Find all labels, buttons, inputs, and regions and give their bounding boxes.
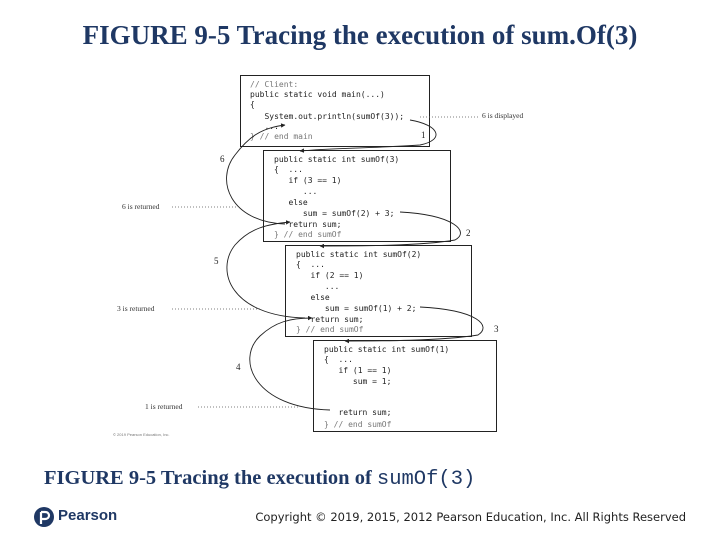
step-number-3: 3 (494, 324, 499, 334)
f1-line-1: public static int sumOf(3) (274, 155, 400, 164)
f3-line-7: return sum; (324, 408, 392, 417)
f1-line-2: { ... (274, 165, 303, 174)
sumof3-frame (263, 150, 451, 242)
f2-line-6: sum = sumOf(1) + 2; (296, 304, 417, 313)
slide-title: FIGURE 9-5 Tracing the execution of sum.Of(3) (82, 20, 638, 50)
copyright-notice: Copyright © 2019, 2015, 2012 Pearson Education, Inc. All Rights Reserved (255, 510, 686, 524)
f1-line-4: ... (274, 187, 318, 196)
f1-line-5: else (274, 198, 308, 207)
client-line-4: System.out.println(sumOf(3)); (250, 112, 405, 121)
figure-caption (44, 467, 475, 491)
caption-code: sumOf(3) (376, 468, 476, 491)
step-number-4: 4 (236, 362, 241, 372)
step-number-5: 5 (214, 256, 219, 266)
f2-line-1: public static int sumOf(2) (296, 250, 422, 259)
f1-line-3: if (3 == 1) (274, 176, 342, 185)
returned-6-label: 6 is returned (122, 202, 160, 211)
pearson-logo-icon (34, 506, 54, 528)
f1-line-8: } // end sumOf (274, 230, 342, 239)
f2-line-8: } // end sumOf (296, 325, 364, 334)
client-line-3: { (250, 100, 255, 109)
caption-text: FIGURE 9-5 Tracing the execution of (44, 467, 372, 489)
f2-line-7: return sum; (296, 315, 364, 324)
f1-line-6: sum = sumOf(2) + 3; (274, 209, 395, 218)
sumof1-frame (313, 340, 497, 432)
f2-line-5: else (296, 293, 330, 302)
client-line-6: } // end main (250, 132, 313, 141)
f3-line-1: public static int sumOf(1) (324, 345, 450, 354)
step-number-1: 1 (421, 130, 426, 140)
f2-line-4: ... (296, 282, 340, 291)
footer (0, 498, 720, 540)
pearson-logo-text: Pearson (58, 507, 118, 524)
f3-line-8: } // end sumOf (324, 420, 392, 429)
f3-line-2: { ... (324, 355, 353, 364)
figure-credit: © 2019 Pearson Education, Inc. (113, 432, 170, 437)
client-code-box (240, 75, 430, 147)
f2-line-2: { ... (296, 260, 325, 269)
step-number-6: 6 (220, 154, 225, 164)
sumof2-frame (285, 245, 472, 337)
f3-line-3: if (1 == 1) (324, 366, 392, 375)
f2-line-3: if (2 == 1) (296, 271, 364, 280)
client-line-1: // Client: (250, 80, 299, 89)
f3-line-4: sum = 1; (324, 377, 392, 386)
client-line-2: public static void main(...) (250, 90, 385, 99)
returned-1-label: 1 is returned (145, 402, 183, 411)
client-line-5: ... (250, 122, 279, 131)
returned-3-label: 3 is returned (117, 304, 155, 313)
step-number-2: 2 (466, 228, 471, 238)
displayed-note: 6 is displayed (482, 111, 524, 120)
f1-line-7: return sum; (274, 220, 342, 229)
